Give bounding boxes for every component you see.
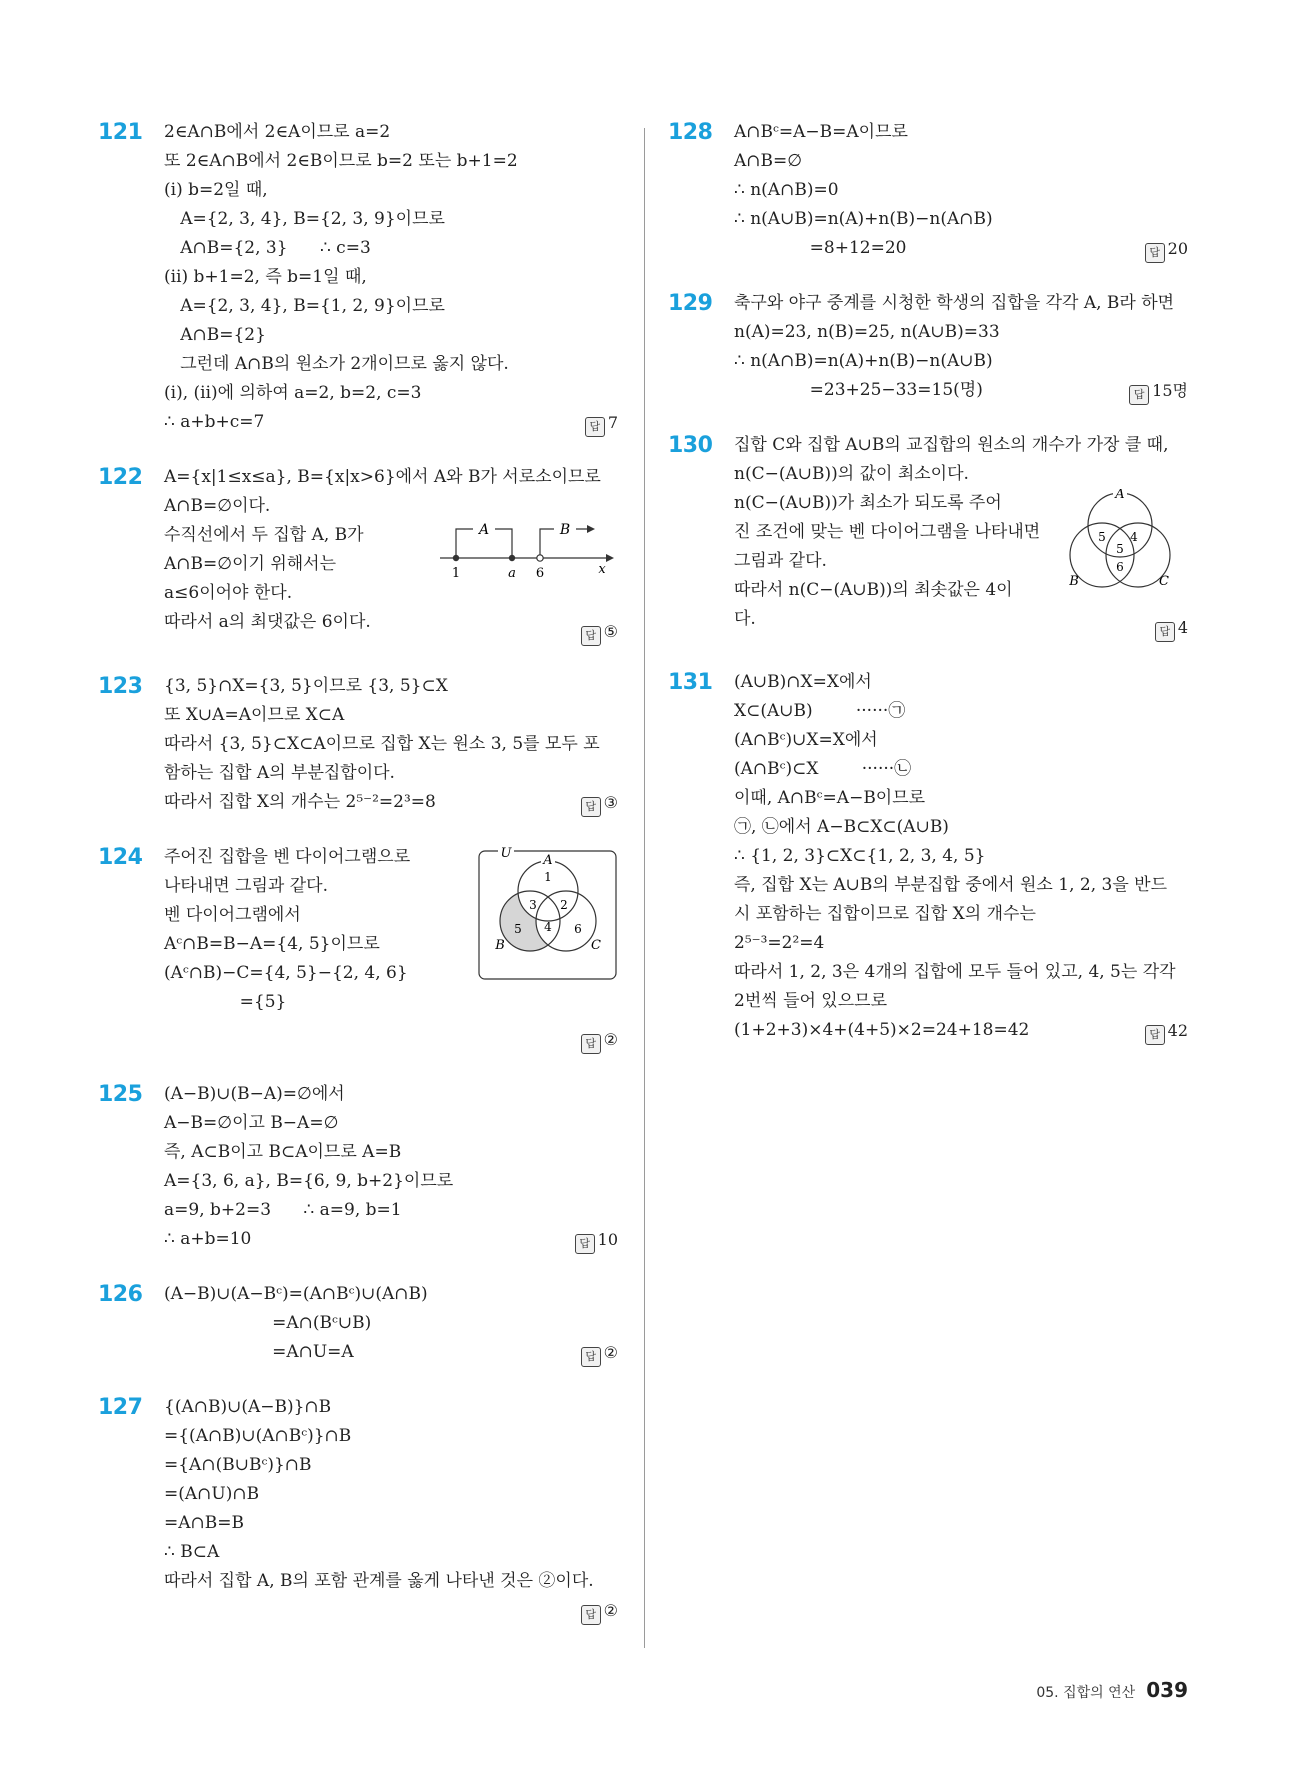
solution-line: 수직선에서 두 집합 A, B가: [164, 525, 364, 545]
answer-value: 15명: [1152, 381, 1188, 400]
answer-badge-icon: 답: [581, 797, 601, 817]
solution-line: =(A∩U)∩B: [164, 1484, 260, 1504]
solution-line: ={(A∩B)∪(A∩Bᶜ)}∩B: [164, 1426, 352, 1446]
solution-body: [734, 431, 1188, 642]
answer-value: 7: [607, 413, 618, 432]
solution-line: 2⁵⁻³=2²=4: [734, 933, 825, 953]
solution-line: Aᶜ∩B=B−A={4, 5}이므로: [164, 934, 380, 954]
solution-line: n(C−(A∪B))가 최소가 되도록 주어: [734, 493, 1002, 513]
region-value: 3: [529, 898, 537, 912]
solution-line: 2번씩 들어 있으므로: [734, 991, 887, 1011]
answer-badge-icon: 답: [581, 1347, 601, 1367]
region-value: 1: [544, 870, 552, 884]
solution-line: ∴ n(A∩B)=n(A)+n(B)−n(A∪B): [734, 351, 993, 371]
answer: [1058, 613, 1188, 642]
set-b-label: B: [1069, 574, 1079, 589]
solution-line: A={2, 3, 4}, B={1, 2, 9}이므로: [164, 296, 445, 316]
problem-128: [668, 118, 1188, 263]
solution-line: ∴ a+b+c=7: [164, 412, 265, 432]
problem-125: [98, 1080, 618, 1254]
solution-line: ∴ B⊂A: [164, 1542, 220, 1562]
solution-line: n(A)=23, n(B)=25, n(A∪B)=33: [734, 322, 1000, 342]
problem-number: 130: [668, 433, 713, 458]
problem-number: 128: [668, 120, 713, 145]
solution-line: (A∩Bᶜ)∪X=X에서: [734, 730, 878, 750]
answer-badge-icon: 답: [575, 1234, 595, 1254]
page-footer: [1036, 1678, 1188, 1702]
problem-123: [98, 672, 618, 817]
axis-arrow-icon: [606, 554, 614, 562]
answer-value: 4: [1177, 618, 1188, 637]
problem-129: [668, 289, 1188, 405]
number-line-figure: [438, 521, 618, 585]
solution-line: 2∈A∩B에서 2∈A이므로 a=2: [164, 122, 391, 142]
point-1: [453, 555, 459, 561]
problem-number: 131: [668, 670, 713, 695]
answer: [164, 1025, 618, 1054]
answer: [438, 617, 618, 646]
region-value: 6: [574, 922, 582, 936]
problem-number: 127: [98, 1395, 143, 1420]
column-divider: [644, 128, 645, 1648]
solution-line: ={A∩(B∪Bᶜ)}∩B: [164, 1455, 312, 1475]
solution-line: 주어진 집합을 벤 다이어그램으로: [164, 847, 411, 867]
answer-badge-icon: 답: [1155, 622, 1175, 642]
solution-line: 그런데 A∩B의 원소가 2개이므로 옳지 않다.: [164, 354, 509, 374]
solution-line: a≤6이어야 한다.: [164, 583, 293, 603]
answer-badge-icon: 답: [1145, 1025, 1165, 1045]
solution-line: (ⅱ) b+1=2, 즉 b=1일 때,: [164, 267, 367, 287]
solution-line: 그림과 같다.: [734, 551, 827, 571]
solution-line: =A∩(Bᶜ∪B): [164, 1313, 372, 1333]
solution-line: 즉, 집합 X는 A∪B의 부분집합 중에서 원소 1, 2, 3을 반드: [734, 875, 1167, 895]
solution-body: [734, 668, 1188, 1045]
solution-line: (A−B)∪(A−Bᶜ)=(A∩Bᶜ)∪(A∩B): [164, 1284, 428, 1304]
right-column: [668, 118, 1188, 1071]
solution-line: a=9, b+2=3 ∴ a=9, b=1: [164, 1200, 402, 1220]
solution-body: [164, 672, 618, 817]
solution-line: =A∩B=B: [164, 1513, 244, 1533]
page-number: 039: [1146, 1678, 1188, 1702]
solution-line: 함하는 집합 A의 부분집합이다.: [164, 763, 395, 783]
answer: [585, 408, 618, 437]
set-b-arrow-icon: [587, 525, 595, 533]
answer-value: 10: [597, 1230, 618, 1249]
answer: [575, 1225, 618, 1254]
problem-131: [668, 668, 1188, 1045]
solution-line: 따라서 1, 2, 3은 4개의 집합에 모두 들어 있고, 4, 5는 각각: [734, 962, 1176, 982]
solution-body: [164, 1280, 618, 1367]
set-c-label: C: [591, 938, 601, 953]
solution-line: ㉠, ㉡에서 A−B⊂X⊂(A∪B): [734, 817, 949, 837]
universal-set-label: U: [500, 847, 512, 861]
problem-127: [98, 1393, 618, 1625]
solution-line: 따라서 n(C−(A∪B))의 최솟값은 4이: [734, 580, 1013, 600]
answer: [581, 788, 618, 817]
region-value: 5: [1116, 542, 1124, 556]
point-a: [509, 555, 515, 561]
solution-line: 즉, A⊂B이고 B⊂A이므로 A=B: [164, 1142, 402, 1162]
answer-badge-icon: 답: [585, 417, 605, 437]
answer-value: ③: [603, 793, 618, 812]
solution-line: (A∩Bᶜ)⊂X ······㉡: [734, 759, 912, 779]
tick-a: a: [508, 566, 516, 581]
solution-line: {3, 5}∩X={3, 5}이므로 {3, 5}⊂X: [164, 676, 448, 696]
solution-line: A={2, 3, 4}, B={2, 3, 9}이므로: [164, 209, 445, 229]
solution-line: ∴ n(A∪B)=n(A)+n(B)−n(A∩B): [734, 209, 993, 229]
solution-line: =8+12=20: [734, 238, 907, 258]
solution-body: [734, 118, 1188, 263]
solution-line: 따라서 {3, 5}⊂X⊂A이므로 집합 X는 원소 3, 5를 모두 포: [164, 734, 600, 754]
problem-number: 124: [98, 845, 143, 870]
set-b-label: B: [495, 938, 505, 953]
solution-line: 집합 C와 집합 A∪B의 교집합의 원소의 개수가 가장 클 때,: [734, 435, 1169, 455]
solution-line: =23+25−33=15(명): [734, 380, 983, 400]
axis-label: x: [598, 562, 606, 577]
answer-value: ②: [603, 1030, 618, 1049]
answer: [581, 1338, 618, 1367]
solution-line: 또 X∪A=A이므로 X⊂A: [164, 705, 345, 725]
solution-line: A={3, 6, a}, B={6, 9, b+2}이므로: [164, 1171, 454, 1191]
set-a-label: A: [543, 853, 553, 868]
solution-body: [734, 289, 1188, 405]
solution-line: 시 포함하는 집합이므로 집합 X의 개수는: [734, 904, 1036, 924]
solution-line: 따라서 집합 A, B의 포함 관계를 옳게 나타낸 것은 ②이다.: [164, 1571, 594, 1591]
answer-badge-icon: 답: [581, 1605, 601, 1625]
solution-line: (Aᶜ∩B)−C={4, 5}−{2, 4, 6}: [164, 963, 408, 983]
solution-line: n(C−(A∪B))의 값이 최소이다.: [734, 464, 969, 484]
problem-124: [98, 843, 618, 1054]
region-value: 4: [544, 920, 552, 934]
answer-value: 20: [1167, 239, 1188, 258]
solution-line: 또 2∈A∩B에서 2∈B이므로 b=2 또는 b+1=2: [164, 151, 518, 171]
solution-line: 다.: [734, 609, 756, 629]
solution-line: (ⅰ) b=2일 때,: [164, 180, 268, 200]
solution-line: A−B=∅이고 B−A=∅: [164, 1113, 339, 1133]
solution-body: [164, 1080, 618, 1254]
solution-line: =A∩U=A: [164, 1342, 354, 1362]
solution-body: [164, 1393, 618, 1625]
problem-126: [98, 1280, 618, 1367]
problem-number: 123: [98, 674, 143, 699]
region-value: 4: [1130, 530, 1138, 544]
solution-body: [164, 463, 618, 646]
tick-6: 6: [535, 566, 545, 581]
chapter-title: 05. 집합의 연산: [1036, 1685, 1136, 1701]
solution-line: 따라서 a의 최댓값은 6이다.: [164, 612, 371, 632]
solution-line: 이때, A∩Bᶜ=A−B이므로: [734, 788, 926, 808]
answer-value: ⑤: [603, 622, 618, 641]
solution-line: A∩Bᶜ=A−B=A이므로: [734, 122, 908, 142]
solution-line: A∩B=∅이기 위해서는: [164, 554, 337, 574]
venn-diagram-130: [1058, 489, 1188, 601]
solution-line: A∩B={2, 3} ∴ c=3: [164, 238, 371, 258]
answer-value: ②: [603, 1601, 618, 1620]
solution-line: {(A∩B)∪(A−B)}∩B: [164, 1397, 332, 1417]
solution-line: 나타내면 그림과 같다.: [164, 876, 329, 896]
problem-number: 121: [98, 120, 143, 145]
problem-number: 126: [98, 1282, 143, 1307]
solution-line: A∩B={2}: [164, 325, 266, 345]
solution-line: ∴ {1, 2, 3}⊂X⊂{1, 2, 3, 4, 5}: [734, 846, 986, 866]
solution-line: A∩B=∅: [734, 151, 803, 171]
set-a-label: A: [1115, 489, 1125, 502]
solution-line: ={5}: [164, 992, 287, 1012]
set-c-label: C: [1159, 574, 1169, 589]
region-value: 5: [514, 922, 522, 936]
region-value: 6: [1116, 560, 1124, 574]
answer-value: 42: [1167, 1021, 1188, 1040]
answer: [1129, 376, 1188, 405]
answer-badge-icon: 답: [581, 1034, 601, 1054]
answer-value: ②: [603, 1343, 618, 1362]
solution-line: 축구와 야구 중계를 시청한 학생의 집합을 각각 A, B라 하면: [734, 293, 1175, 313]
point-6: [537, 555, 543, 561]
solution-line: (A−B)∪(B−A)=∅에서: [164, 1084, 345, 1104]
solution-line: 진 조건에 맞는 벤 다이어그램을 나타내면: [734, 522, 1041, 542]
solution-line: A∩B=∅이다.: [164, 496, 271, 516]
solution-body: [164, 118, 618, 437]
tick-1: 1: [451, 566, 461, 581]
solution-line: X⊂(A∪B) ······㉠: [734, 701, 906, 721]
answer-badge-icon: 답: [581, 626, 601, 646]
solution-line: (ⅰ), (ⅱ)에 의하여 a=2, b=2, c=3: [164, 383, 422, 403]
left-column: [98, 118, 618, 1651]
problem-121: [98, 118, 618, 437]
problem-number: 129: [668, 291, 713, 316]
venn-diagram-124: [478, 847, 618, 983]
solution-line: (1+2+3)×4+(4+5)×2=24+18=42: [734, 1020, 1030, 1040]
region-value: 5: [1098, 530, 1106, 544]
answer: [1145, 1016, 1188, 1045]
problem-number: 122: [98, 465, 143, 490]
solution-line: ∴ n(A∩B)=0: [734, 180, 839, 200]
answer-badge-icon: 답: [1145, 243, 1165, 263]
problem-130: [668, 431, 1188, 642]
answer: [1145, 234, 1188, 263]
answer-badge-icon: 답: [1129, 385, 1149, 405]
solution-line: A={x|1≤x≤a}, B={x|x>6}에서 A와 B가 서로소이므로: [164, 467, 601, 487]
problem-number: 125: [98, 1082, 143, 1107]
solution-line: (A∪B)∩X=X에서: [734, 672, 872, 692]
set-a-label: A: [478, 522, 490, 538]
solution-line: 따라서 집합 X의 개수는 2⁵⁻²=2³=8: [164, 792, 436, 812]
problem-122: [98, 463, 618, 646]
answer: [164, 1596, 618, 1625]
set-b-label: B: [559, 522, 571, 538]
solution-body: [164, 843, 618, 1054]
solution-line: ∴ a+b=10: [164, 1229, 252, 1249]
solution-line: 벤 다이어그램에서: [164, 905, 301, 925]
region-value: 2: [560, 898, 568, 912]
